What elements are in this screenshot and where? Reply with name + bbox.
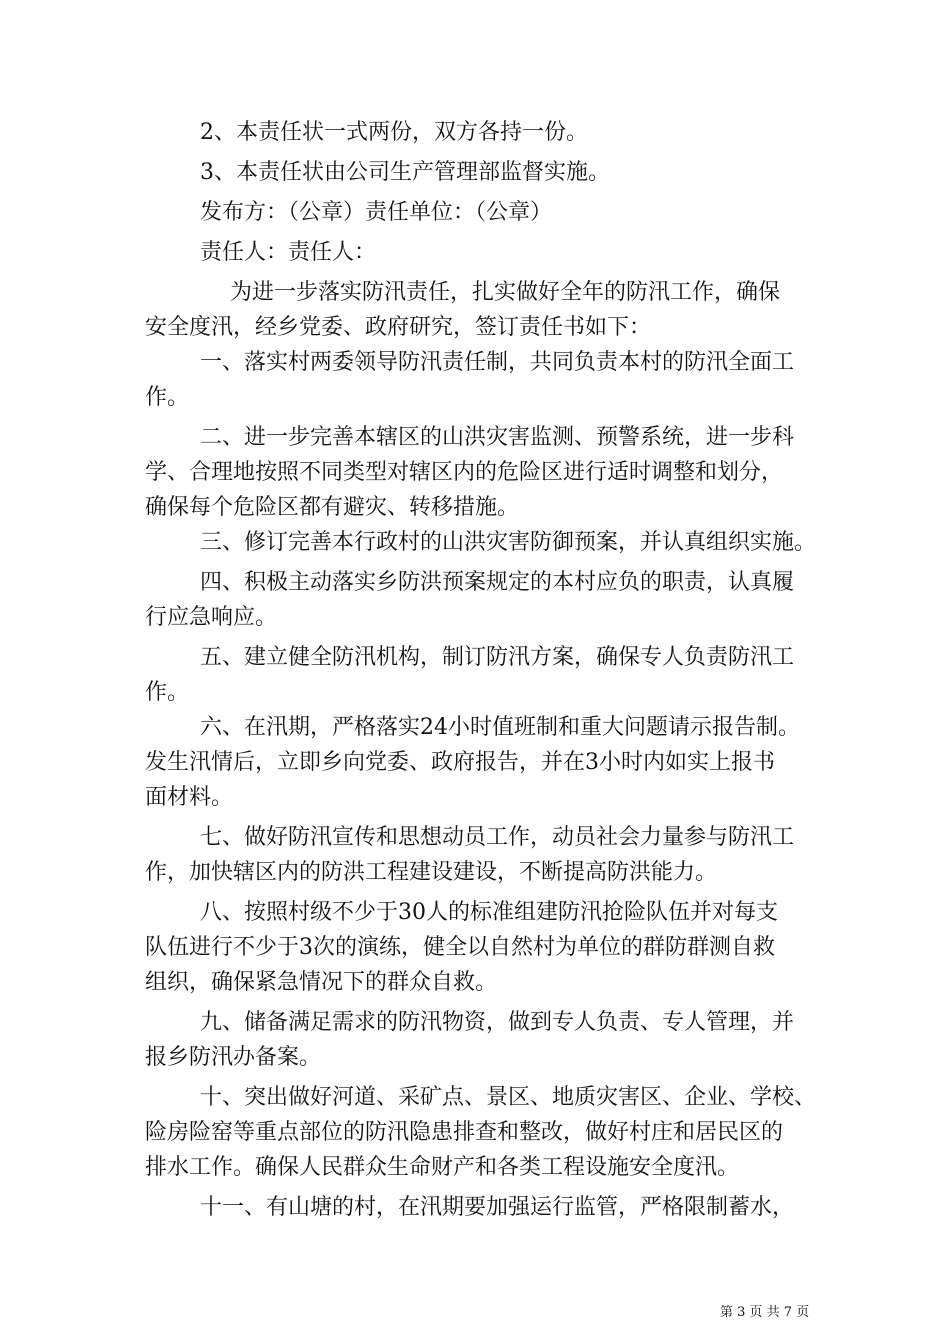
text-line: 学、合理地按照不同类型对辖区内的危险区进行适时调整和划分，: [145, 460, 784, 485]
text-line: 作。: [145, 680, 190, 705]
text-line: 作。: [145, 385, 190, 410]
text-line: 二、进一步完善本辖区的山洪灾害监测、预警系统，进一步科: [200, 425, 795, 450]
text-line: 确保每个危险区都有避灾、转移措施。: [145, 495, 520, 520]
page-number: 第 3 页 共 7 页: [720, 1305, 810, 1320]
text-line: 面材料。: [145, 785, 234, 810]
text-line: 队伍进行不少于3次的演练，健全以自然村为单位的群防群测自救: [145, 935, 775, 960]
text-line: 四、积极主动落实乡防洪预案规定的本村应负的职责，认真履: [200, 570, 795, 595]
text-line: 行应急响应。: [145, 605, 278, 630]
text-line: 十、突出做好河道、采矿点、景区、地质灾害区、企业、学校、: [200, 1085, 817, 1110]
text-line: 3、本责任状由公司生产管理部监督实施。: [200, 160, 610, 185]
text-line: 组织，确保紧急情况下的群众自救。: [145, 970, 498, 995]
text-line: 作，加快辖区内的防洪工程建设建设，不断提高防洪能力。: [145, 860, 718, 885]
text-line: 发生汛情后，立即乡向党委、政府报告，并在3小时内如实上报书: [145, 750, 775, 775]
text-line: 报乡防汛办备案。: [145, 1045, 322, 1070]
text-line: 险房险窑等重点部位的防汛隐患排查和整改，做好村庄和居民区的: [145, 1120, 784, 1145]
text-line: 六、在汛期，严格落实24小时值班制和重大问题请示报告制。: [200, 715, 800, 740]
text-line: 八、按照村级不少于30人的标准组建防汛抢险队伍并对每支: [200, 900, 778, 925]
text-line: 安全度汛，经乡党委、政府研究，签订责任书如下：: [145, 315, 652, 340]
text-line: 为进一步落实防汛责任，扎实做好全年的防汛工作，确保: [230, 280, 781, 305]
text-line: 发布方：（公章）责任单位：（公章）: [200, 200, 553, 225]
text-line: 一、落实村两委领导防汛责任制，共同负责本村的防汛全面工: [200, 350, 795, 375]
text-line: 2、本责任状一式两份，双方各持一份。: [200, 120, 588, 145]
text-line: 三、修订完善本行政村的山洪灾害防御预案，并认真组织实施。: [200, 530, 817, 555]
text-line: 九、储备满足需求的防汛物资，做到专人负责、专人管理，并: [200, 1010, 795, 1035]
text-line: 七、做好防汛宣传和思想动员工作，动员社会力量参与防汛工: [200, 825, 795, 850]
text-line: 五、建立健全防汛机构，制订防汛方案，确保专人负责防汛工: [200, 645, 795, 670]
text-line: 排水工作。确保人民群众生命财产和各类工程设施安全度汛。: [145, 1155, 740, 1180]
text-line: 十一、有山塘的村，在汛期要加强运行监管，严格限制蓄水，: [200, 1195, 795, 1220]
text-line: 责任人：责任人：: [200, 240, 377, 265]
